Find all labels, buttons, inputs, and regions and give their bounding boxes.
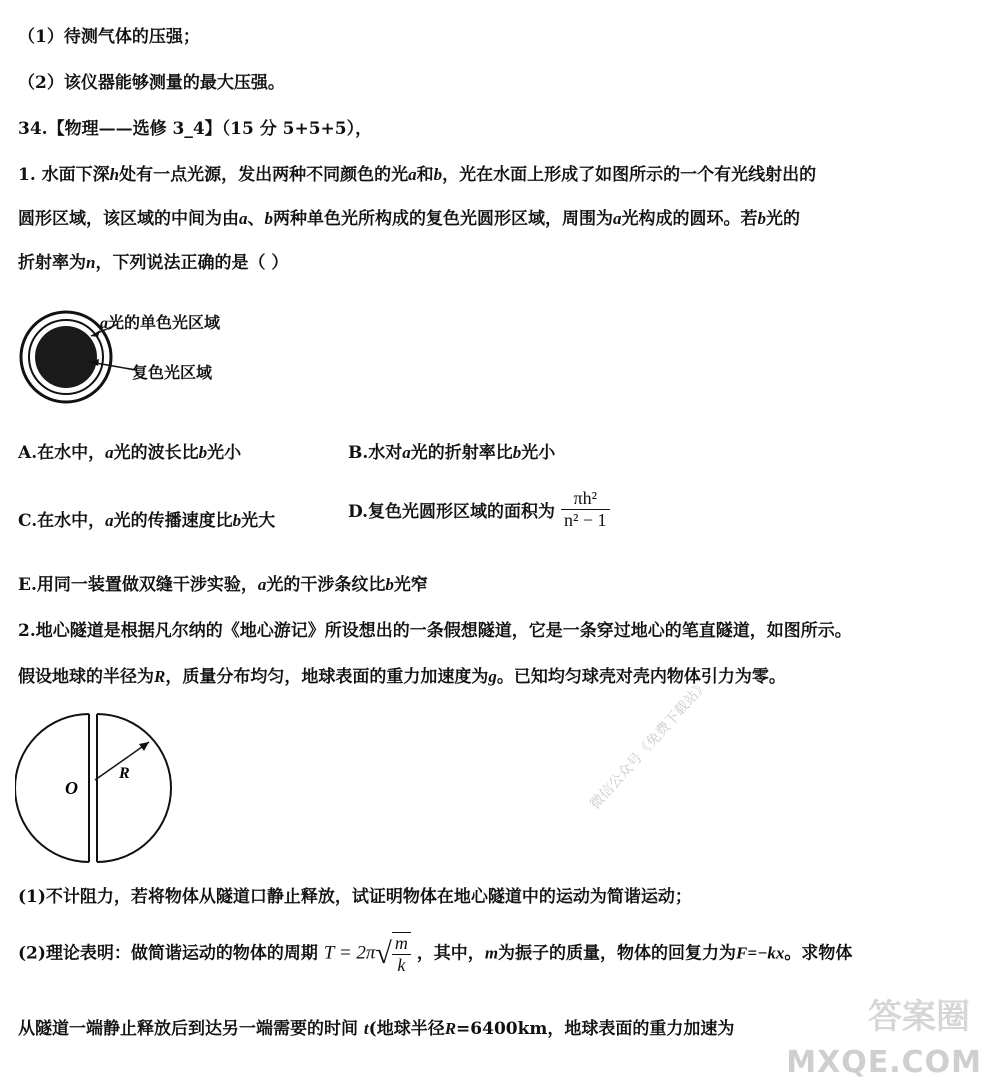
question-line-1: （1）待测气体的压强； [18,27,200,47]
radius-label-R: R [119,765,130,782]
option-A: A.在水中，a光的波长比b光小 [18,443,242,463]
option-E: E.用同一装置做双缝干涉实验，a光的干涉条纹比b光窄 [18,575,428,595]
problem2-line1: 2.地心隧道是根据凡尔纳的《地心游记》所设想出的一条假想隧道，它是一条穿过地心的笔直隧道，如图所示。 [18,621,852,641]
center-label-O: O [65,778,78,798]
question-line-2: （2）该仪器能够测量的最大压强。 [18,73,285,93]
subquestion-1: (1)不计阻力，若将物体从隧道口静止释放，试证明物体在地心隧道中的运动为简谐运动； [18,887,692,907]
earth-right-half [97,714,171,862]
subquestion-2-continued: 从隧道一端静止释放后到达另一端需要的时间 t(地球半径R=6400km，地球表面的重力加速为 [18,1019,735,1039]
radius-arrow-head [139,742,149,751]
option-D: D.复色光圆形区域的面积为 $\frac{\text{πh²}}{\text{n² − 1}}$ [348,488,610,531]
problem2-line2: 假设地球的半径为R，质量分布均匀，地球表面的重力加速度为g。已知均匀球壳对壳内物体引力为零。 [18,667,786,687]
wechat-watermark: 微信公众号《免费下载站》 [587,677,712,813]
option-B: B.水对a光的折射率比b光小 [348,443,556,463]
area-fraction: $\frac{\text{πh²}}{\text{n² − 1}}$ [561,488,610,531]
problem1-line2: 圆形区域，该区域的中间为由a、b两种单色光所构成的复色光圆形区域，周围为a光构成的圆环。若b光的 [18,209,800,229]
sqrt-fraction: √ $\frac{m}{k}$ [375,932,410,976]
section-heading: 34.【物理——选修 3_4】（15 分 5+5+5）， [18,119,373,139]
problem1-line3: 折射率为n，下列说法正确的是（ ） [18,253,289,273]
mixed-light-disc [35,326,97,388]
label-mixed-region: 复色光区域 [132,363,213,382]
subquestion-2: (2)理论表明：做简谐运动的物体的周期 T = 2π√ $\frac{m}{k}$ ，其中，m为振子的质量，物体的回复力为F=−kx。求物体 [18,933,853,975]
site-logo-top: 答案圈 [868,997,970,1037]
earth-tunnel-figure [15,708,175,868]
problem1-line1: 1. 水面下深h处有一点光源，发出两种不同颜色的光a和b，光在水面上形成了如图所示的一个有光线射出的 [18,165,817,185]
option-C: C.在水中，a光的传播速度比b光大 [18,511,276,531]
label-a-region: a光的单色光区域 [100,313,221,332]
site-logo: MXQE.COM [786,1045,982,1080]
